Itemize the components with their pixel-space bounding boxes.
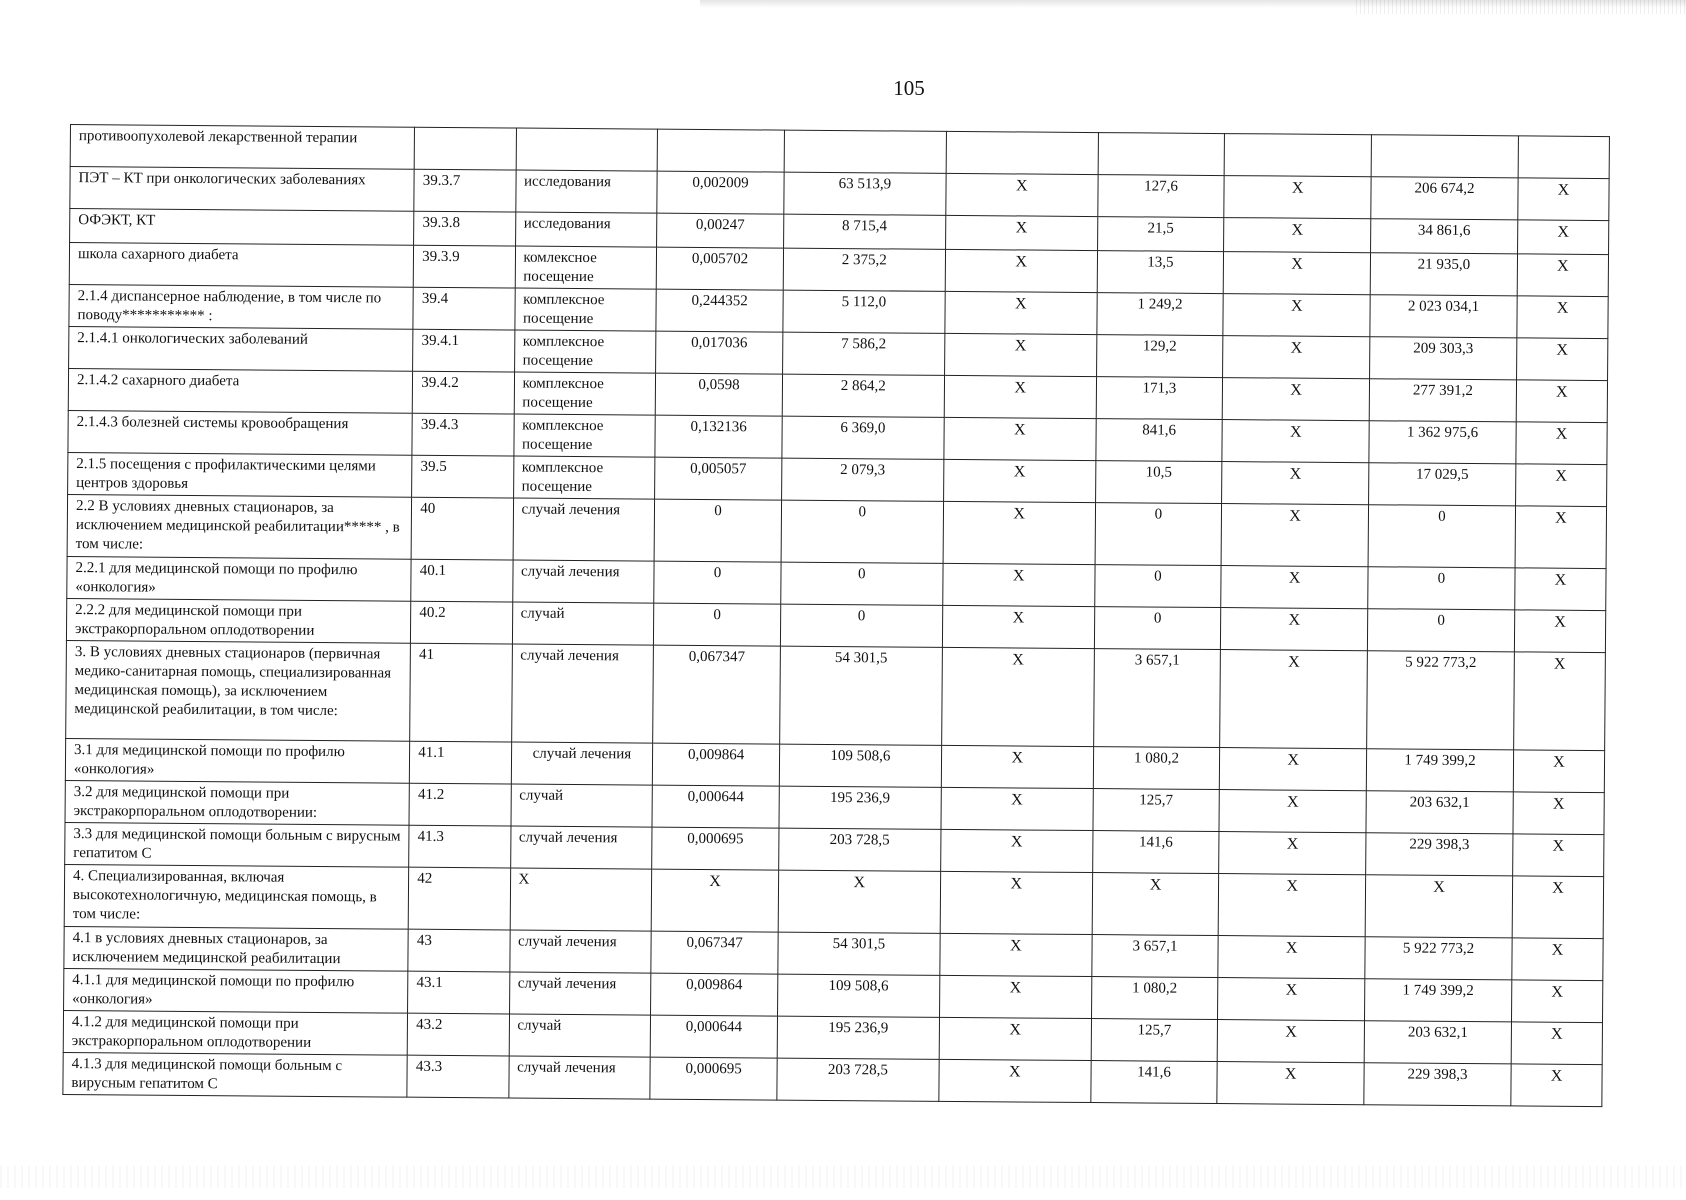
row-x1-cell: X [944, 417, 1096, 460]
row-total-cell: 277 391,2 [1369, 379, 1516, 422]
row-cost-cell: 2 079,3 [781, 458, 943, 501]
row-x1-cell: X [943, 563, 1095, 606]
row-code-cell: 43 [408, 929, 510, 972]
row-x2-cell: X [1223, 294, 1370, 337]
row-x1-cell: X [944, 333, 1096, 376]
row-x3-cell: X [1511, 1064, 1602, 1107]
row-name-cell: 2.1.4 диспансерное наблюдение, в том числе по поводу*********** : [69, 284, 414, 329]
row-name-cell: противоопухолевой лекарственной терапии [70, 125, 415, 170]
row-x2-cell: X [1219, 790, 1366, 833]
row-x3-cell: X [1514, 610, 1605, 653]
row-norm-cell: 0 [654, 499, 781, 562]
row-x2-cell: X [1220, 748, 1367, 791]
row-name-cell: 3.1 для медицинской помощи по профилю «онкология» [65, 738, 410, 783]
row-x2-cell: X [1224, 218, 1371, 253]
row-x2-cell: X [1218, 874, 1365, 937]
row-norm-cell: 0,002009 [657, 171, 784, 214]
row-unit-cell: комплексное посещение [514, 330, 656, 373]
row-per-capita-cell: 171,3 [1096, 377, 1223, 420]
row-x1-cell: X [945, 249, 1097, 292]
row-x3-cell: X [1511, 980, 1602, 1023]
row-code-cell: 39.5 [412, 455, 514, 498]
row-norm-cell: 0,132136 [655, 415, 782, 458]
row-cost-cell: 54 301,5 [778, 932, 940, 975]
row-norm-cell: 0,017036 [656, 331, 783, 374]
row-unit-cell: случай лечения [510, 826, 652, 869]
row-total-cell: 17 029,5 [1369, 463, 1516, 506]
row-cost-cell: 203 728,5 [778, 828, 940, 871]
row-x1-cell: X [939, 1059, 1091, 1102]
row-per-capita-cell: 0 [1094, 565, 1221, 608]
row-name-cell: 2.2.1 для медицинской помощи по профилю «онкология» [67, 556, 412, 601]
row-x2-cell: X [1218, 978, 1365, 1021]
row-x1-cell: X [946, 173, 1098, 216]
row-code-cell: 43.3 [407, 1055, 509, 1098]
row-per-capita-cell: 141,6 [1092, 831, 1219, 874]
row-x3-cell: X [1515, 464, 1606, 507]
row-x1-cell: X [941, 745, 1093, 788]
row-x3-cell: X [1517, 220, 1608, 255]
row-unit-cell: комплексное посещение [514, 288, 656, 331]
row-total-cell: 21 935,0 [1370, 253, 1517, 296]
row-norm-cell: 0,009864 [653, 743, 780, 786]
row-norm-cell: 0 [654, 561, 781, 604]
table-row [66, 640, 1606, 750]
row-unit-cell: X [510, 868, 652, 931]
row-unit-cell: исследования [515, 212, 657, 247]
row-norm-cell: 0,000644 [650, 1015, 777, 1058]
row-norm-cell: 0,067347 [653, 645, 780, 744]
row-cost-cell: 5 112,0 [783, 290, 945, 333]
row-cost-cell: 54 301,5 [779, 646, 942, 745]
row-x2-cell: X [1222, 378, 1369, 421]
row-norm-cell: 0,000644 [652, 785, 779, 828]
row-norm-cell: 0,000695 [652, 827, 779, 870]
row-cost-cell: 2 864,2 [782, 374, 944, 417]
row-x2-cell: X [1222, 420, 1369, 463]
row-x1-cell [946, 131, 1098, 174]
row-per-capita-cell: 3 657,1 [1092, 935, 1219, 978]
row-unit-cell: случай лечения [509, 972, 651, 1015]
row-x1-cell: X [942, 605, 1094, 648]
row-cost-cell: 0 [781, 562, 943, 605]
row-name-cell: 4.1.2 для медицинской помощи при экстракорпоральном оплодотворении [63, 1010, 408, 1055]
row-norm-cell: 0,00247 [657, 213, 784, 248]
row-norm-cell: 0,000695 [650, 1057, 777, 1100]
row-per-capita-cell: 0 [1095, 503, 1222, 566]
row-cost-cell: 63 513,9 [784, 172, 946, 215]
row-cost-cell: 109 508,6 [779, 744, 941, 787]
row-code-cell: 41.2 [409, 783, 511, 826]
row-total-cell [1371, 135, 1518, 178]
row-total-cell: 0 [1368, 567, 1515, 610]
row-cost-cell: 2 375,2 [783, 248, 945, 291]
row-x3-cell: X [1515, 568, 1606, 611]
row-total-cell: 229 398,3 [1366, 833, 1513, 876]
row-x2-cell: X [1220, 650, 1368, 749]
row-x2-cell: X [1222, 462, 1369, 505]
row-x3-cell: X [1517, 296, 1608, 339]
row-unit-cell: исследования [515, 170, 657, 213]
row-total-cell: 1 362 975,6 [1369, 421, 1516, 464]
row-per-capita-cell: 13,5 [1097, 251, 1224, 294]
row-norm-cell: 0,0598 [655, 373, 782, 416]
row-per-capita-cell: 141,6 [1091, 1061, 1218, 1104]
row-code-cell: 40.1 [411, 559, 513, 602]
row-code-cell: 40.2 [411, 601, 513, 644]
row-total-cell: X [1365, 875, 1512, 938]
row-x2-cell: X [1219, 832, 1366, 875]
row-x1-cell: X [940, 871, 1092, 934]
row-unit-cell: комплексное посещение [514, 372, 656, 415]
row-name-cell: 2.1.4.2 сахарного диабета [68, 368, 413, 413]
page-number: 105 [893, 76, 925, 100]
row-x3-cell: X [1513, 834, 1604, 877]
row-per-capita-cell: 1 080,2 [1093, 747, 1220, 790]
row-x1-cell: X [945, 291, 1097, 334]
row-code-cell: 40 [411, 497, 513, 560]
row-cost-cell [784, 130, 946, 173]
row-name-cell: 4.1 в условиях дневных стационаров, за исключением медицинской реабилитации [64, 926, 409, 971]
row-norm-cell: 0,244352 [656, 289, 783, 332]
row-per-capita-cell: X [1092, 873, 1219, 936]
row-unit-cell: случай лечения [508, 1056, 650, 1099]
row-unit-cell: случай лечения [513, 498, 655, 561]
row-x3-cell: X [1513, 792, 1604, 835]
row-norm-cell: 0,005057 [655, 457, 782, 500]
row-x1-cell: X [945, 215, 1097, 250]
row-name-cell: 2.2 В условиях дневных стационаров, за исключением медицинской реабилитации***** , в том числе: [67, 494, 412, 559]
row-unit-cell: комплексное посещение [513, 414, 655, 457]
row-norm-cell: X [651, 869, 778, 932]
row-per-capita-cell: 841,6 [1096, 419, 1223, 462]
row-code-cell [414, 127, 516, 170]
row-total-cell: 209 303,3 [1370, 337, 1517, 380]
row-code-cell: 39.3.7 [414, 169, 516, 212]
row-x3-cell [1518, 136, 1609, 179]
row-cost-cell: 0 [780, 604, 942, 647]
row-per-capita-cell: 1 249,2 [1097, 293, 1224, 336]
row-name-cell: ОФЭКТ, КТ [70, 209, 415, 246]
row-cost-cell: 195 236,9 [777, 1016, 939, 1059]
row-x3-cell: X [1514, 652, 1606, 751]
scan-edge-bottom [0, 1166, 1686, 1188]
row-cost-cell: 8 715,4 [783, 214, 945, 249]
row-unit-cell: случай [509, 1014, 651, 1057]
row-x2-cell: X [1221, 608, 1368, 651]
row-total-cell: 5 922 773,2 [1365, 937, 1512, 980]
row-code-cell: 43.1 [408, 971, 510, 1014]
row-x1-cell: X [940, 933, 1092, 976]
row-x3-cell: X [1512, 876, 1604, 939]
row-name-cell: 3.2 для медицинской помощи при экстракорпоральном оплодотворении: [65, 780, 410, 825]
row-x1-cell: X [943, 459, 1095, 502]
row-name-cell: школа сахарного диабета [69, 243, 414, 288]
row-unit-cell: комлексное посещение [515, 246, 657, 289]
row-total-cell: 1 749 399,2 [1366, 749, 1513, 792]
row-norm-cell: 0,005702 [656, 247, 783, 290]
row-per-capita-cell: 3 657,1 [1093, 649, 1220, 748]
row-code-cell: 41.3 [409, 825, 511, 868]
row-x3-cell: X [1516, 338, 1607, 381]
row-code-cell: 39.4 [413, 287, 515, 330]
row-x1-cell: X [943, 501, 1095, 564]
row-per-capita-cell: 127,6 [1097, 175, 1224, 218]
row-name-cell: 3.3 для медицинской помощи больным с вирусным гепатитом С [65, 822, 410, 867]
row-per-capita-cell: 21,5 [1097, 217, 1224, 252]
row-total-cell: 2 023 034,1 [1370, 295, 1517, 338]
row-cost-cell: 203 728,5 [777, 1058, 939, 1101]
row-x2-cell: X [1223, 252, 1370, 295]
row-unit-cell: случай лечения [511, 644, 654, 743]
row-code-cell: 39.4.3 [412, 413, 514, 456]
row-total-cell: 203 632,1 [1366, 791, 1513, 834]
row-name-cell: 4. Специализированная, включая высокотехнологичную, медицинская помощь, в том числе: [64, 864, 409, 929]
row-unit-cell: случай лечения [509, 930, 651, 973]
row-x1-cell: X [941, 647, 1094, 746]
row-cost-cell: 6 369,0 [782, 416, 944, 459]
row-x3-cell: X [1515, 506, 1607, 569]
row-code-cell: 41.1 [410, 741, 512, 784]
row-x1-cell: X [940, 829, 1092, 872]
row-x3-cell: X [1511, 1022, 1602, 1065]
row-x2-cell: X [1217, 1020, 1364, 1063]
row-x2-cell: X [1221, 566, 1368, 609]
row-per-capita-cell: 129,2 [1096, 335, 1223, 378]
row-code-cell: 43.2 [407, 1013, 509, 1056]
row-x2-cell: X [1223, 336, 1370, 379]
row-x2-cell: X [1224, 176, 1371, 219]
row-unit-cell: случай лечения [512, 560, 654, 603]
row-name-cell: 3. В условиях дневных стационаров (первичная медико-санитарная помощь, специализированная медицинская помощь), за исключением медицинской реабилитации, в том числе: [66, 640, 411, 741]
row-total-cell: 0 [1367, 609, 1514, 652]
row-cost-cell: 0 [781, 500, 943, 563]
row-unit-cell [516, 128, 658, 171]
row-per-capita-cell: 125,7 [1093, 789, 1220, 832]
row-name-cell: 4.1.1 для медицинской помощи по профилю «онкология» [64, 968, 409, 1013]
row-x1-cell: X [939, 975, 1091, 1018]
row-x1-cell: X [941, 787, 1093, 830]
row-x2-cell: X [1218, 936, 1365, 979]
row-per-capita-cell [1098, 133, 1225, 176]
row-cost-cell: X [778, 870, 940, 933]
row-per-capita-cell: 125,7 [1091, 1019, 1218, 1062]
row-norm-cell: 0,009864 [651, 973, 778, 1016]
row-total-cell: 34 861,6 [1371, 219, 1518, 254]
row-code-cell: 42 [408, 867, 510, 930]
financing-table [62, 124, 1610, 1107]
scan-edge-top [700, 0, 1686, 8]
row-name-cell: 2.1.5 посещения с профилактическими целями центров здоровья [68, 452, 413, 497]
row-code-cell: 39.4.1 [413, 329, 515, 372]
row-total-cell: 0 [1368, 505, 1515, 568]
row-code-cell: 39.4.2 [412, 371, 514, 414]
row-norm-cell [657, 129, 784, 172]
row-cost-cell: 195 236,9 [779, 786, 941, 829]
row-total-cell: 206 674,2 [1371, 177, 1518, 220]
row-x2-cell: X [1217, 1062, 1364, 1105]
row-total-cell: 5 922 773,2 [1367, 651, 1515, 750]
row-code-cell: 39.3.9 [413, 245, 515, 288]
row-unit-cell: случай лечения [511, 742, 653, 785]
row-per-capita-cell: 0 [1094, 607, 1221, 650]
row-per-capita-cell: 1 080,2 [1091, 977, 1218, 1020]
row-x2-cell: X [1221, 504, 1368, 567]
row-total-cell: 203 632,1 [1364, 1021, 1511, 1064]
row-name-cell: 2.2.2 для медицинской помощи при экстракорпоральном оплодотворении [66, 598, 411, 643]
row-total-cell: 229 398,3 [1364, 1063, 1511, 1106]
row-norm-cell: 0,067347 [651, 931, 778, 974]
row-cost-cell: 109 508,6 [777, 974, 939, 1017]
row-x3-cell: X [1516, 380, 1607, 423]
row-unit-cell: случай [512, 602, 654, 645]
row-x3-cell: X [1517, 254, 1608, 297]
row-name-cell: ПЭТ – КТ при онкологических заболеваниях [70, 167, 415, 212]
row-x1-cell: X [939, 1017, 1091, 1060]
row-cost-cell: 7 586,2 [782, 332, 944, 375]
row-x3-cell: X [1516, 422, 1607, 465]
row-x1-cell: X [944, 375, 1096, 418]
row-code-cell: 39.3.8 [414, 211, 516, 246]
row-norm-cell: 0 [654, 603, 781, 646]
row-x3-cell: X [1518, 178, 1609, 221]
row-total-cell: 1 749 399,2 [1365, 979, 1512, 1022]
row-x3-cell: X [1512, 938, 1603, 981]
row-name-cell: 2.1.4.1 онкологических заболеваний [69, 326, 414, 371]
row-x3-cell: X [1513, 750, 1604, 793]
row-name-cell: 2.1.4.3 болезней системы кровообращения [68, 410, 413, 455]
row-code-cell: 41 [410, 643, 512, 742]
row-unit-cell: комплексное посещение [513, 456, 655, 499]
row-unit-cell: случай [511, 784, 653, 827]
row-name-cell: 4.1.3 для медицинской помощи больным с вирусным гепатитом С [63, 1052, 408, 1097]
row-x2-cell [1224, 134, 1371, 177]
row-per-capita-cell: 10,5 [1095, 461, 1222, 504]
